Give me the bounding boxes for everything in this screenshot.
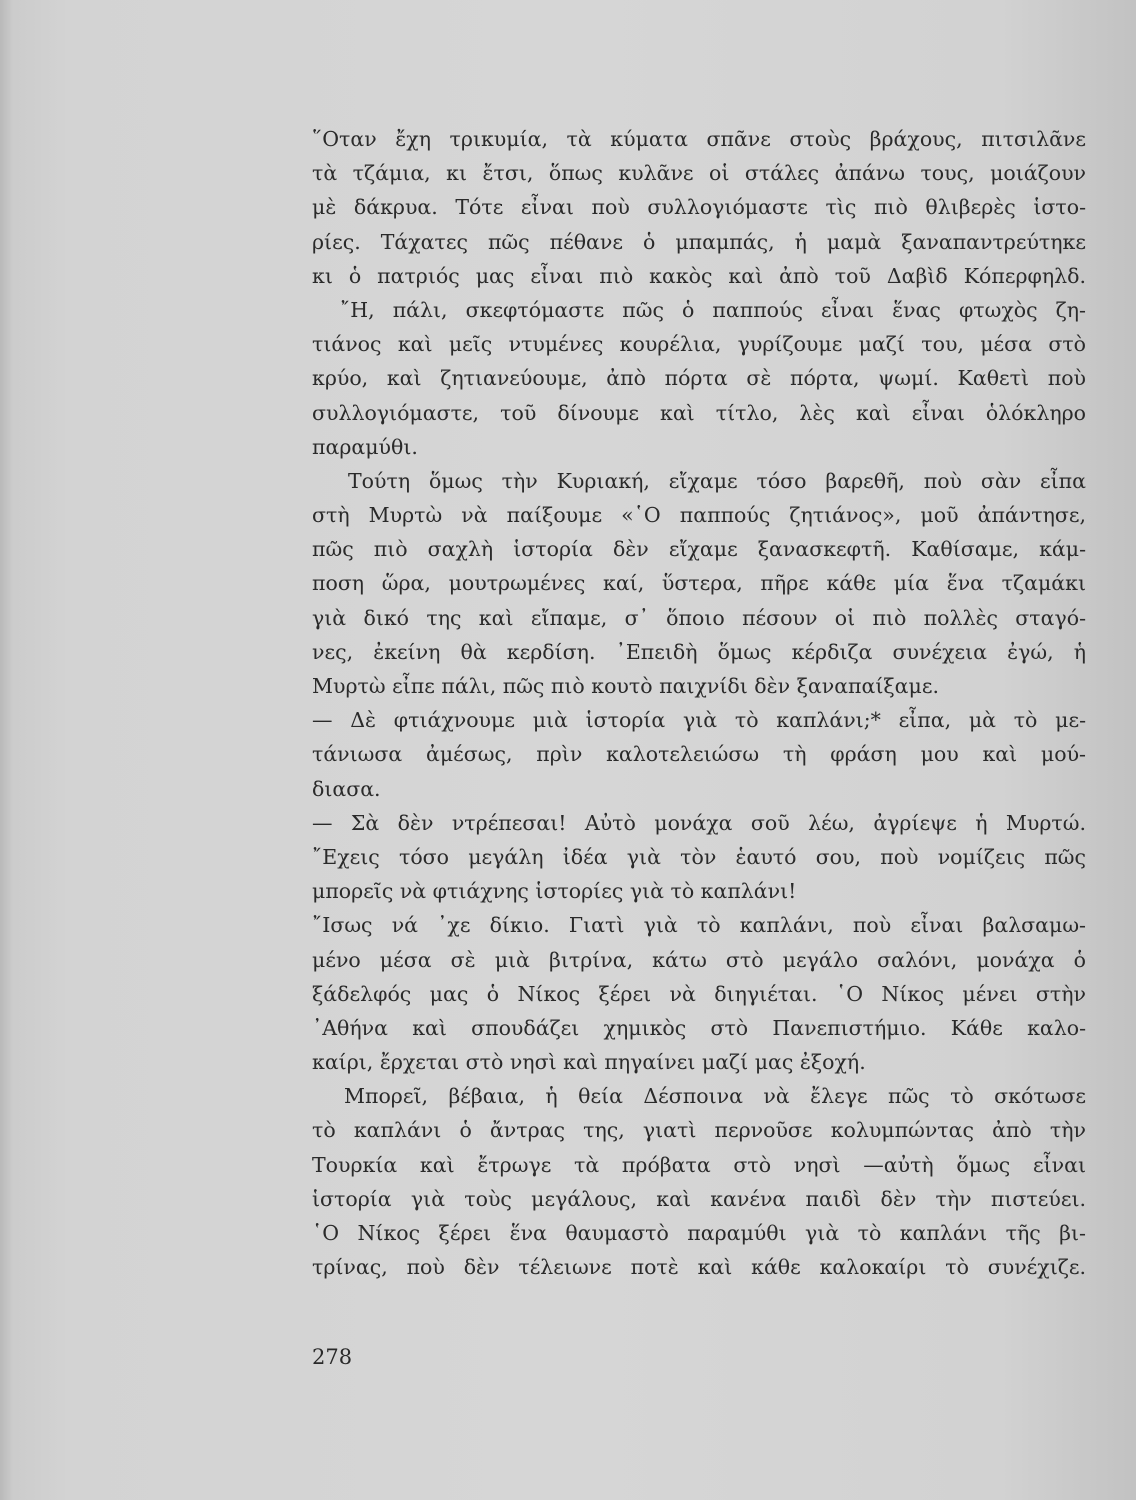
text-line: μένο μέσα σὲ μιὰ βιτρίνα, κάτω στὸ μεγάλο σαλόνι, μονάχα ὁ — [312, 947, 1086, 972]
text-line: Τούτη ὅμως τὴν Κυριακή, εἴχαμε τόσο βαρεθῆ, ποὺ σὰν εἶπα — [348, 468, 1086, 493]
text-line: Τουρκία καὶ ἔτρωγε τὰ πρόβατα στὸ νησὶ —αὐτὴ ὅμως εἶναι — [312, 1152, 1086, 1177]
page-gutter-shadow — [0, 0, 14, 1500]
text-line: ῎Ισως νά ᾿χε δίκιο. Γιατὶ γιὰ τὸ καπλάνι, ποὺ εἶναι βαλσαμω- — [312, 913, 1086, 938]
text-line: παραμύθι. — [312, 434, 418, 459]
text-line: πῶς πιὸ σαχλὴ ἱστορία δὲν εἴχαμε ξανασκεφτῆ. Καθίσαμε, κάμ- — [312, 537, 1086, 562]
text-line: στὴ Μυρτὼ νὰ παίξουμε «῾Ο παππούς ζητιάνος», μοῦ ἀπάντησε, — [312, 503, 1086, 528]
text-line: μπορεῖς νὰ φτιάχνης ἱστορίες γιὰ τὸ καπλάνι! — [312, 879, 797, 904]
page-number: 278 — [312, 1345, 353, 1369]
text-line: ξάδελφός μας ὁ Νίκος ξέρει νὰ διηγιέται. ῾Ο Νίκος μένει στὴν — [312, 981, 1086, 1006]
text-line: κι ὁ πατριός μας εἶναι πιὸ κακὸς καὶ ἀπὸ τοῦ Δαβὶδ Κόπερφηλδ. — [312, 263, 1086, 288]
text-line: τρίνας, ποὺ δὲν τέλειωνε ποτὲ καὶ κάθε καλοκαίρι τὸ συνέχιζε. — [312, 1255, 1086, 1280]
text-line: τάνιωσα ἀμέσως, πρὶν καλοτελειώσω τὴ φράση μου καὶ μού- — [312, 742, 1086, 767]
text-line: καίρι, ἔρχεται στὸ νησὶ καὶ πηγαίνει μαζί μας ἐξοχή. — [312, 1050, 866, 1075]
text-line: συλλογιόμαστε, τοῦ δίνουμε καὶ τίτλο, λὲς καὶ εἶναι ὁλόκληρο — [312, 400, 1086, 425]
text-line: διασα. — [312, 776, 381, 801]
text-line: — Δὲ φτιάχνουμε μιὰ ἱστορία γιὰ τὸ καπλάνι;* εἶπα, μὰ τὸ με- — [312, 708, 1086, 733]
text-line: Μυρτὼ εἶπε πάλι, πῶς πιὸ κουτὸ παιχνίδι δὲν ξαναπαίξαμε. — [312, 674, 939, 698]
text-line: ῎Εχεις τόσο μεγάλη ἰδέα γιὰ τὸν ἑαυτό σου, ποὺ νομίζεις πῶς — [312, 844, 1086, 869]
text-line: ῎Η, πάλι, σκεφτόμαστε πῶς ὁ παππούς εἶναι ἕνας φτωχὸς ζη- — [340, 297, 1086, 322]
text-line: κρύο, καὶ ζητιανεύουμε, ἀπὸ πόρτα σὲ πόρτα, ψωμί. Καθετὶ ποὺ — [312, 366, 1086, 391]
text-line: ποση ὥρα, μουτρωμένες καί, ὕστερα, πῆρε κάθε μία ἕνα τζαμάκι — [312, 571, 1086, 596]
text-line: μὲ δάκρυα. Τότε εἶναι ποὺ συλλογιόμαστε τὶς πιὸ θλιβερὲς ἱστο- — [312, 195, 1086, 220]
text-line: ἱστορία γιὰ τοὺς μεγάλους, καὶ κανένα παιδὶ δὲν τὴν πιστεύει. — [312, 1186, 1086, 1211]
text-line: τὰ τζάμια, κι ἔτσι, ὅπως κυλᾶνε οἱ στάλες ἀπάνω τους, μοιάζουν — [312, 161, 1086, 186]
text-line: — Σὰ δὲν ντρέπεσαι! Αὐτὸ μονάχα σοῦ λέω, ἀγρίεψε ἡ Μυρτώ. — [312, 810, 1086, 835]
text-line: νες, ἐκείνη θὰ κερδίση. ᾿Επειδὴ ὅμως κέρδιζα συνέχεια ἐγώ, ἡ — [312, 639, 1086, 664]
text-line: ῞Οταν ἔχη τρικυμία, τὰ κύματα σπᾶνε στοὺς βράχους, πιτσιλᾶνε — [312, 127, 1086, 151]
text-line: ρίες. Τάχατες πῶς πέθανε ὁ μπαμπάς, ἡ μαμὰ ξαναπαντρεύτηκε — [312, 229, 1086, 254]
text-line: τιάνος καὶ μεῖς ντυμένες κουρέλια, γυρίζουμε μαζί του, μέσα στὸ — [312, 332, 1086, 357]
body-text — [312, 122, 1086, 1284]
text-line: Μπορεῖ, βέβαια, ἡ θεία Δέσποινα νὰ ἔλεγε πῶς τὸ σκότωσε — [344, 1084, 1086, 1109]
text-line: ῾Ο Νίκος ξέρει ἕνα θαυμαστὸ παραμύθι γιὰ τὸ καπλάνι τῆς βι- — [312, 1221, 1086, 1245]
text-line: τὸ καπλάνι ὁ ἄντρας της, γιατὶ περνοῦσε κολυμπώντας ἀπὸ τὴν — [312, 1118, 1086, 1143]
text-line: ᾿Αθήνα καὶ σπουδάζει χημικὸς στὸ Πανεπιστήμιο. Κάθε καλο- — [312, 1015, 1086, 1040]
text-line: γιὰ δικό της καὶ εἴπαμε, σ᾿ ὅποιο πέσουν οἱ πιὸ πολλὲς σταγό- — [312, 605, 1086, 630]
